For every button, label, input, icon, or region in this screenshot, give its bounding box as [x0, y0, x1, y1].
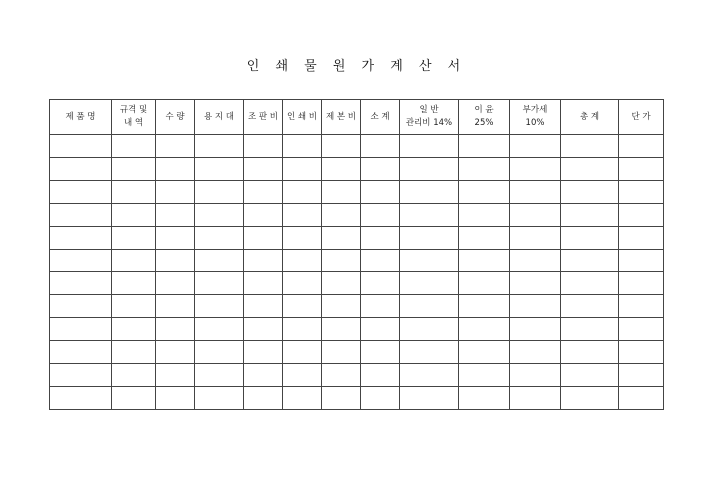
table-cell-vat[interactable] [510, 386, 561, 409]
table-cell-binding[interactable] [322, 386, 361, 409]
header-label: 용 지 대 [203, 111, 235, 122]
table-cell-printing[interactable] [283, 386, 322, 409]
table-cell-total[interactable] [561, 249, 619, 272]
table-cell-admin[interactable] [400, 364, 459, 387]
table-cell-plate[interactable] [244, 180, 283, 203]
table-cell-plate[interactable] [244, 295, 283, 318]
table-row [50, 135, 664, 158]
table-cell-product[interactable] [50, 249, 112, 272]
table-row [50, 318, 664, 341]
table-cell-printing[interactable] [283, 364, 322, 387]
table-cell-quantity[interactable] [156, 295, 195, 318]
table-cell-admin[interactable] [400, 249, 459, 272]
header-vat [510, 100, 561, 135]
table-cell-plate[interactable] [244, 157, 283, 180]
table-cell-subtotal[interactable] [361, 272, 400, 295]
header-row [50, 100, 664, 135]
header-total [561, 100, 619, 135]
header-label: 규격 및 [119, 105, 148, 115]
table-cell-admin[interactable] [400, 135, 459, 158]
table-cell-printing[interactable] [283, 318, 322, 341]
table-cell-printing[interactable] [283, 341, 322, 364]
table-cell-vat[interactable] [510, 318, 561, 341]
table-cell-spec[interactable] [112, 226, 156, 249]
table-cell-subtotal[interactable] [361, 364, 400, 387]
table-cell-binding[interactable] [322, 249, 361, 272]
table-cell-spec[interactable] [112, 272, 156, 295]
table-cell-total[interactable] [561, 386, 619, 409]
header-profit [459, 100, 510, 135]
table-cell-admin[interactable] [400, 272, 459, 295]
table-cell-unit_price[interactable] [619, 180, 664, 203]
table-cell-plate[interactable] [244, 386, 283, 409]
table-cell-quantity[interactable] [156, 272, 195, 295]
table-cell-product[interactable] [50, 386, 112, 409]
document-title: 인 쇄 물 원 가 계 산 서 [246, 59, 467, 74]
header-quantity [156, 100, 195, 135]
table-cell-plate[interactable] [244, 226, 283, 249]
table-cell-quantity[interactable] [156, 364, 195, 387]
header-label: 단 가 [631, 111, 651, 122]
table-body [50, 135, 664, 410]
table-cell-unit_price[interactable] [619, 295, 664, 318]
table-cell-quantity[interactable] [156, 180, 195, 203]
table-row [50, 295, 664, 318]
table-cell-quantity[interactable] [156, 386, 195, 409]
table-cell-plate[interactable] [244, 272, 283, 295]
table-cell-subtotal[interactable] [361, 157, 400, 180]
table-row [50, 249, 664, 272]
table-cell-admin[interactable] [400, 180, 459, 203]
header-unit-price [619, 100, 664, 135]
header-label: 인 쇄 비 [286, 111, 318, 122]
table-cell-subtotal[interactable] [361, 249, 400, 272]
table-cell-admin[interactable] [400, 295, 459, 318]
header-label: 제 본 비 [325, 111, 357, 122]
table-cell-vat[interactable] [510, 157, 561, 180]
table-row [50, 341, 664, 364]
table-cell-spec[interactable] [112, 295, 156, 318]
table-cell-paper[interactable] [195, 295, 244, 318]
table-cell-unit_price[interactable] [619, 364, 664, 387]
table-row [50, 226, 664, 249]
table-cell-printing[interactable] [283, 249, 322, 272]
table-cell-vat[interactable] [510, 364, 561, 387]
table-cell-subtotal[interactable] [361, 203, 400, 226]
table-cell-printing[interactable] [283, 272, 322, 295]
table-cell-unit_price[interactable] [619, 341, 664, 364]
table-cell-spec[interactable] [112, 135, 156, 158]
table-cell-profit[interactable] [459, 203, 510, 226]
table-cell-product[interactable] [50, 318, 112, 341]
table-cell-total[interactable] [561, 318, 619, 341]
header-label: 관리비 14% [405, 118, 453, 128]
table-cell-unit_price[interactable] [619, 272, 664, 295]
table-cell-profit[interactable] [459, 226, 510, 249]
table-cell-admin[interactable] [400, 386, 459, 409]
table-cell-plate[interactable] [244, 341, 283, 364]
table-cell-product[interactable] [50, 341, 112, 364]
table-cell-vat[interactable] [510, 203, 561, 226]
table-cell-spec[interactable] [112, 318, 156, 341]
table-cell-plate[interactable] [244, 318, 283, 341]
table-cell-vat[interactable] [510, 341, 561, 364]
header-label: 부가세 [522, 105, 548, 115]
table-cell-total[interactable] [561, 272, 619, 295]
table-cell-printing[interactable] [283, 295, 322, 318]
table-cell-unit_price[interactable] [619, 135, 664, 158]
table-cell-total[interactable] [561, 364, 619, 387]
header-subtotal [361, 100, 400, 135]
table-cell-paper[interactable] [195, 272, 244, 295]
table-row [50, 180, 664, 203]
header-label: 소 계 [370, 111, 390, 122]
table-cell-product[interactable] [50, 157, 112, 180]
table-cell-plate[interactable] [244, 364, 283, 387]
table-cell-binding[interactable] [322, 226, 361, 249]
table-cell-printing[interactable] [283, 203, 322, 226]
table-cell-product[interactable] [50, 295, 112, 318]
table-cell-profit[interactable] [459, 341, 510, 364]
table-cell-subtotal[interactable] [361, 341, 400, 364]
table-cell-subtotal[interactable] [361, 180, 400, 203]
table-cell-product[interactable] [50, 226, 112, 249]
table-cell-unit_price[interactable] [619, 203, 664, 226]
header-printing [283, 100, 322, 135]
table-cell-product[interactable] [50, 364, 112, 387]
table-cell-product[interactable] [50, 180, 112, 203]
table-cell-quantity[interactable] [156, 203, 195, 226]
header-admin [400, 100, 459, 135]
table-cell-binding[interactable] [322, 157, 361, 180]
table-cell-paper[interactable] [195, 180, 244, 203]
table-cell-quantity[interactable] [156, 341, 195, 364]
table-cell-quantity[interactable] [156, 226, 195, 249]
table-cell-binding[interactable] [322, 272, 361, 295]
header-label: 10% [525, 118, 545, 128]
header-label: 일 반 [419, 105, 439, 115]
table-cell-quantity[interactable] [156, 318, 195, 341]
table-cell-total[interactable] [561, 203, 619, 226]
table-cell-binding[interactable] [322, 135, 361, 158]
table-cell-paper[interactable] [195, 386, 244, 409]
table-cell-profit[interactable] [459, 157, 510, 180]
table-cell-admin[interactable] [400, 226, 459, 249]
table-cell-total[interactable] [561, 295, 619, 318]
table-cell-binding[interactable] [322, 295, 361, 318]
header-paper [195, 100, 244, 135]
table-row [50, 364, 664, 387]
header-spec [112, 100, 156, 135]
table-row [50, 272, 664, 295]
cost-estimate-table [49, 99, 664, 410]
table-cell-admin[interactable] [400, 203, 459, 226]
table-cell-unit_price[interactable] [619, 226, 664, 249]
table-cell-product[interactable] [50, 135, 112, 158]
table-cell-binding[interactable] [322, 364, 361, 387]
table-cell-profit[interactable] [459, 272, 510, 295]
table-cell-total[interactable] [561, 226, 619, 249]
table-cell-plate[interactable] [244, 203, 283, 226]
table-cell-unit_price[interactable] [619, 249, 664, 272]
table-cell-spec[interactable] [112, 386, 156, 409]
table-cell-spec[interactable] [112, 341, 156, 364]
table-cell-printing[interactable] [283, 180, 322, 203]
table-cell-binding[interactable] [322, 341, 361, 364]
table-cell-total[interactable] [561, 135, 619, 158]
table-cell-vat[interactable] [510, 295, 561, 318]
table-cell-subtotal[interactable] [361, 295, 400, 318]
table-cell-unit_price[interactable] [619, 318, 664, 341]
table-cell-paper[interactable] [195, 203, 244, 226]
table-cell-total[interactable] [561, 180, 619, 203]
table-cell-vat[interactable] [510, 249, 561, 272]
table-cell-printing[interactable] [283, 157, 322, 180]
table-cell-product[interactable] [50, 203, 112, 226]
header-label: 내 역 [123, 118, 144, 128]
table-cell-vat[interactable] [510, 272, 561, 295]
table-cell-binding[interactable] [322, 180, 361, 203]
table-cell-profit[interactable] [459, 364, 510, 387]
table-row [50, 203, 664, 226]
table-cell-quantity[interactable] [156, 135, 195, 158]
table-cell-profit[interactable] [459, 318, 510, 341]
table-cell-subtotal[interactable] [361, 226, 400, 249]
table-cell-total[interactable] [561, 341, 619, 364]
table-cell-quantity[interactable] [156, 249, 195, 272]
table-cell-paper[interactable] [195, 341, 244, 364]
table-cell-profit[interactable] [459, 386, 510, 409]
table-cell-spec[interactable] [112, 203, 156, 226]
table-cell-vat[interactable] [510, 180, 561, 203]
table-cell-paper[interactable] [195, 135, 244, 158]
table-cell-admin[interactable] [400, 157, 459, 180]
table-cell-total[interactable] [561, 157, 619, 180]
table-cell-paper[interactable] [195, 318, 244, 341]
header-label: 25% [474, 118, 494, 128]
table-cell-unit_price[interactable] [619, 386, 664, 409]
table-cell-paper[interactable] [195, 157, 244, 180]
table-cell-profit[interactable] [459, 135, 510, 158]
table-cell-quantity[interactable] [156, 157, 195, 180]
table-cell-admin[interactable] [400, 318, 459, 341]
table-cell-subtotal[interactable] [361, 318, 400, 341]
table-cell-profit[interactable] [459, 249, 510, 272]
table-cell-binding[interactable] [322, 203, 361, 226]
table-cell-vat[interactable] [510, 135, 561, 158]
table-cell-paper[interactable] [195, 364, 244, 387]
table-cell-paper[interactable] [195, 226, 244, 249]
header-label: 이 윤 [474, 105, 494, 115]
table-cell-vat[interactable] [510, 226, 561, 249]
header-label: 수 량 [165, 111, 185, 122]
table-cell-unit_price[interactable] [619, 157, 664, 180]
table-cell-plate[interactable] [244, 249, 283, 272]
table-cell-spec[interactable] [112, 157, 156, 180]
table-cell-spec[interactable] [112, 180, 156, 203]
table-row [50, 386, 664, 409]
table-cell-subtotal[interactable] [361, 135, 400, 158]
header-label: 조 판 비 [247, 111, 279, 122]
table-row [50, 157, 664, 180]
header-binding [322, 100, 361, 135]
table-cell-binding[interactable] [322, 318, 361, 341]
header-label: 제 품 명 [65, 111, 96, 122]
table-cell-paper[interactable] [195, 249, 244, 272]
table-cell-spec[interactable] [112, 364, 156, 387]
table-cell-spec[interactable] [112, 249, 156, 272]
table-cell-subtotal[interactable] [361, 386, 400, 409]
header-product [50, 100, 112, 135]
table-cell-profit[interactable] [459, 180, 510, 203]
table-cell-profit[interactable] [459, 295, 510, 318]
header-label: 총 계 [579, 111, 600, 122]
table-cell-admin[interactable] [400, 341, 459, 364]
table-cell-printing[interactable] [283, 135, 322, 158]
header-plate [244, 100, 283, 135]
table-cell-printing[interactable] [283, 226, 322, 249]
table-cell-product[interactable] [50, 272, 112, 295]
table-cell-plate[interactable] [244, 135, 283, 158]
